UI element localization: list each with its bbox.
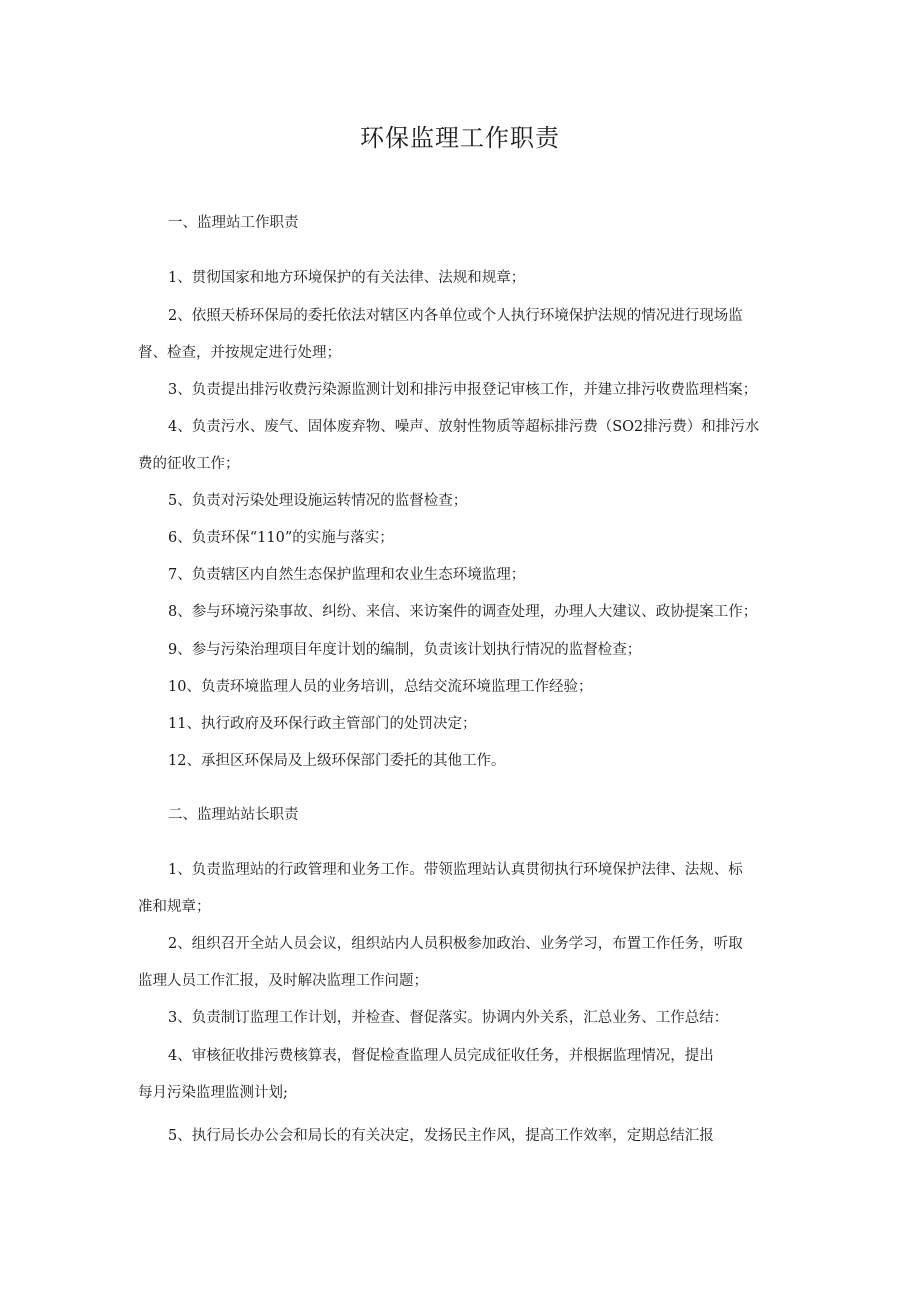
paragraph-line: 4、负责污水、废气、固体废弃物、噪声、放射性物质等超标排污费（SO2排污费）和排污水 xyxy=(168,419,760,435)
paragraph-line: 监理人员工作汇报，及时解决监理工作问题； xyxy=(138,973,428,989)
paragraph-line: 7、负责辖区内自然生态保护监理和农业生态环境监理； xyxy=(168,567,526,583)
paragraph-line: 12、承担区环保局及上级环保部门委托的其他工作。 xyxy=(168,753,506,769)
paragraph-line: 3、负责制订监理工作计划，并检查、督促落实。协调内外关系，汇总业务、工作总结： xyxy=(168,1010,729,1026)
paragraph-line: 准和规章； xyxy=(138,899,211,915)
paragraph-line: 10、负责环境监理人员的业务培训，总结交流环境监理工作经验； xyxy=(168,679,593,695)
paragraph-line: 6、负责环保“110”的实施与落实； xyxy=(168,530,394,546)
section-heading: 二、监理站站长职责 xyxy=(168,807,299,823)
paragraph-line: 2、组织召开全站人员会议，组织站内人员积极参加政治、业务学习，布置工作任务，听取 xyxy=(168,936,743,952)
paragraph-line: 4、审核征收排污费核算表，督促检查监理人员完成征收任务，并根据监理情况，提出 xyxy=(168,1048,714,1064)
paragraph-line: 2、依照天桥环保局的委托依法对辖区内各单位或个人执行环境保护法规的情况进行现场监 xyxy=(168,308,743,324)
paragraph-line: 3、负责提出排污收费污染源监测计划和排污申报登记审核工作，并建立排污收费监理档案； xyxy=(168,382,758,398)
paragraph-line: 11、执行政府及环保行政主管部门的处罚决定； xyxy=(168,716,477,732)
paragraph-line: 8、参与环境污染事故、纠纷、来信、来访案件的调查处理，办理人大建议、政协提案工作； xyxy=(168,604,758,620)
paragraph-line: 5、负责对污染处理设施运转情况的监督检查； xyxy=(168,493,468,509)
paragraph-line: 督、检查，并按规定进行处理； xyxy=(138,345,341,361)
paragraph-line: 每月污染监理监测计划; xyxy=(138,1085,288,1101)
paragraph-line: 1、负责监理站的行政管理和业务工作。带领监理站认真贯彻执行环境保护法律、法规、标 xyxy=(168,862,743,878)
section-heading: 一、监理站工作职责 xyxy=(168,215,299,231)
page-title: 环保监理工作职责 xyxy=(360,124,560,152)
paragraph-line: 费的征收工作； xyxy=(138,456,240,472)
paragraph-line: 1、贯彻国家和地方环境保护的有关法律、法规和规章； xyxy=(168,270,526,286)
paragraph-line: 9、参与污染治理项目年度计划的编制，负责该计划执行情况的监督检查； xyxy=(168,642,642,658)
paragraph-line: 5、执行局长办公会和局长的有关决定，发扬民主作风，提高工作效率，定期总结汇报 xyxy=(168,1128,714,1144)
